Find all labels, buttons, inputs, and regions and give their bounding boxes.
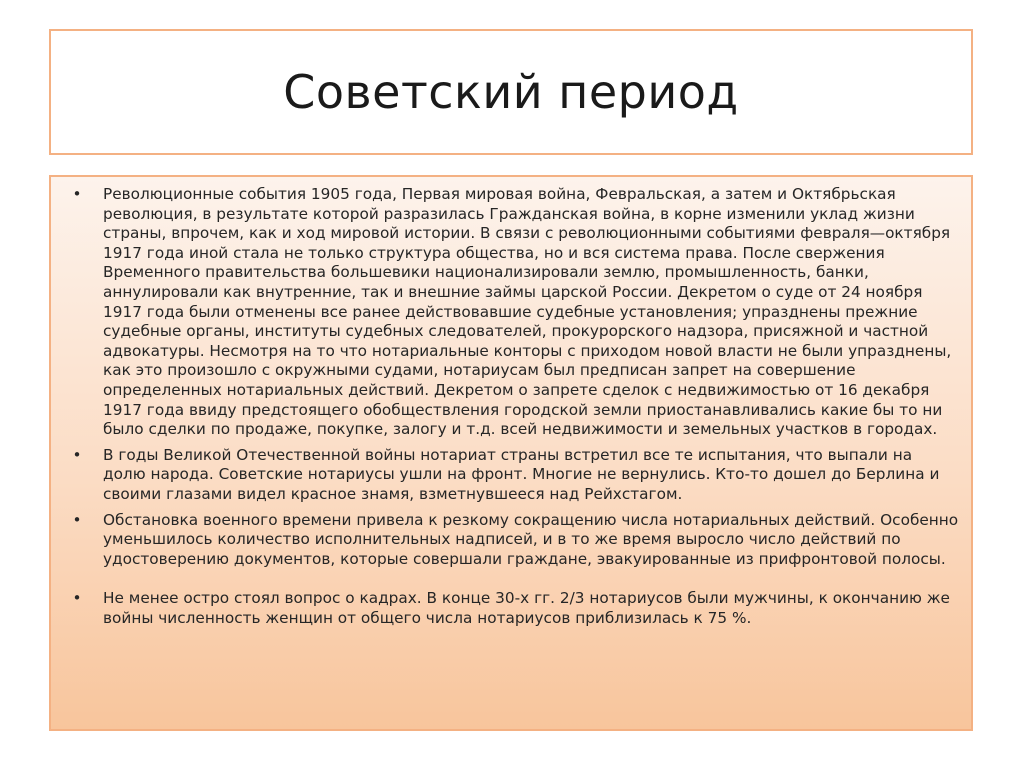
bullet-icon: •	[72, 445, 82, 464]
slide-title-box	[49, 29, 973, 155]
slide-title: Советский период	[283, 65, 739, 119]
bullet-text: Обстановка военного времени привела к резкому сокращению числа нотариальных действий. Особенно уменьшилось количество исполнительных надписей, и в то же время выросло число действий по удостоверению документов, которые совершали граждане, эвакуированные из прифронтовой полосы.	[103, 510, 959, 568]
bullet-icon: •	[72, 510, 82, 529]
bullet-list	[67, 185, 959, 628]
bullet-text: В годы Великой Отечественной войны нотариат страны встретил все те испытания, что выпали на долю народа. Советские нотариусы ушли на фронт. Многие не вернулись. Кто-то дошел до Берлина и своими глазами видел красное знамя, взметнувшееся над Рейхстагом.	[103, 445, 940, 503]
slide-content-box	[49, 175, 973, 731]
bullet-text: Революционные события 1905 года, Первая мировая война, Февральская, а затем и Октябрьская революция, в результате которой разразилась Гражданская война, в корне изменили уклад жизни страны, впрочем, как и ход мировой истории. В связи с революционными событиями февраля—октября 1917 года иной стала не только структура общества, но и вся система права. После свержения Временного правительства большевики национализировали землю, промышленность, банки, аннулировали как внутренние, так и внешние займы царской России. Декретом о суде от 24 ноября 1917 года были отменены все ранее действовавшие судебные установления; упразднены прежние судебные органы, институты судебных следователей, прокурорского надзора, присяжной и частной адвокатуры. Несмотря на то что нотариальные конторы с приходом новой власти не были упразднены, как это произошло с окружными судами, нотариусам был предписан запрет на совершение определенных нотариальных действий. Декретом о запрете сделок с недвижимостью от 16 декабря 1917 года ввиду предстоящего обобществления городской земли приостанавливались какие бы то ни было сделки по продаже, покупке, залогу и т.д. всей недвижимости и земельных участков в городах.	[103, 185, 952, 439]
bullet-icon: •	[72, 589, 82, 608]
bullet-icon: •	[72, 185, 82, 203]
bullet-item	[67, 589, 959, 628]
bullet-text: Не менее остро стоял вопрос о кадрах. В конце 30-х гг. 2/3 нотариусов были мужчины, к окончанию же войны численность женщин от общего числа нотариусов приблизилась к 75 %.	[103, 589, 950, 627]
bullet-item	[67, 185, 959, 440]
bullet-item	[67, 446, 959, 505]
bullet-item	[67, 511, 959, 570]
